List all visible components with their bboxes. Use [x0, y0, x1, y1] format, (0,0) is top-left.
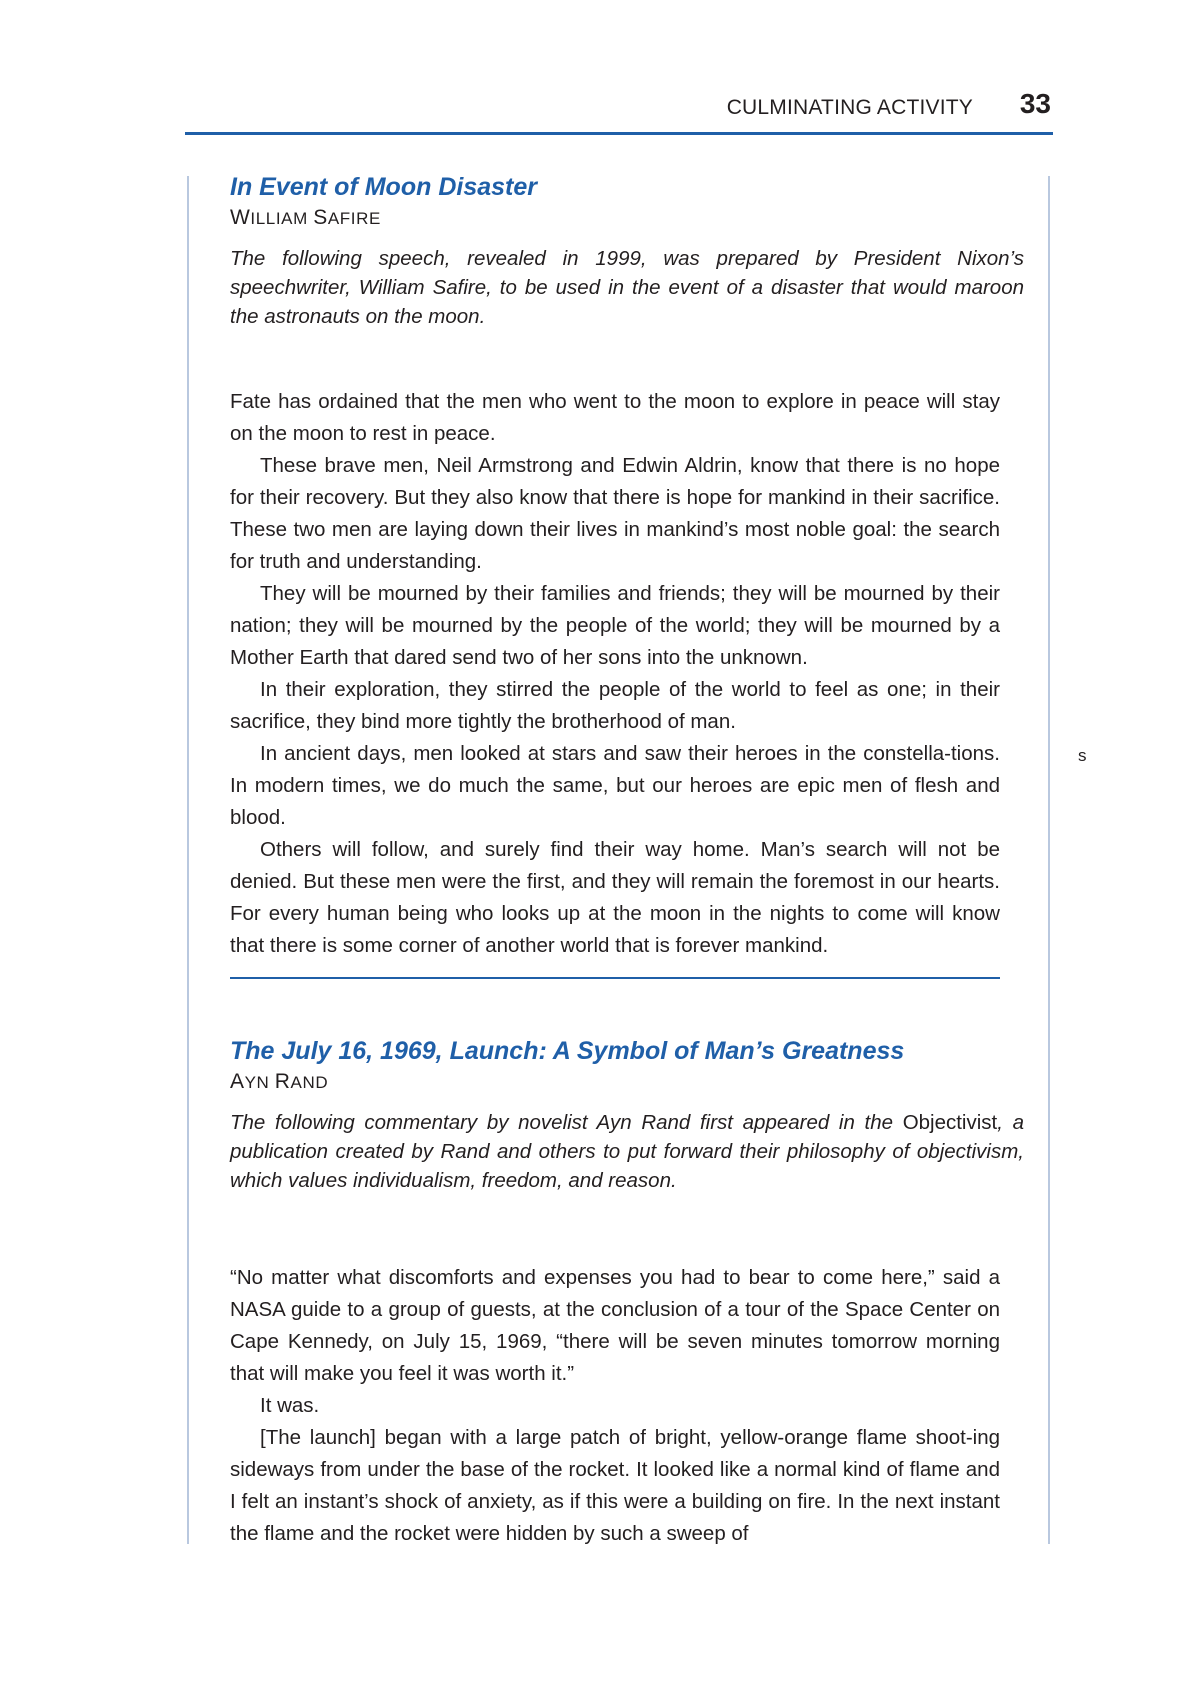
paragraph: In ancient days, men looked at stars and saw their heroes in the constella-tions. In modern times, we do much the same, but our heroes are epic men of flesh and blood.: [230, 742, 1000, 829]
left-margin-rule: [187, 176, 189, 1544]
paragraph: “No matter what discomforts and expenses you had to bear to come here,” said a NASA guide to a group of guests, at the conclusion of a tour of the Space Center on Cape Kennedy, on July 15, 1969, “there will be seven minutes tomorrow morning that will make you feel it was worth it.”: [230, 1266, 1000, 1385]
paragraph: In their exploration, they stirred the people of the world to feel as one; in their sacrifice, they bind more tightly the brotherhood of man.: [230, 678, 1000, 733]
paragraph: They will be mourned by their families and friends; they will be mourned by their nation; they will be mourned by the people of the world; they will be mourned by a Mother Earth that dared send two of her sons into the unknown.: [230, 582, 1000, 669]
paragraph: Others will follow, and surely find their way home. Man’s search will not be denied. But these men were the first, and they will remain the foremost in our hearts. For every human being who looks up at the moon in the nights to come will know that there is some corner of another world that is forever mankind.: [230, 838, 1000, 957]
margin-mark: s: [1078, 746, 1087, 765]
author-initial: R: [274, 1070, 291, 1093]
author-initial: W: [230, 206, 251, 229]
section-moon-disaster: [230, 172, 1024, 331]
running-header: CULMINATING ACTIVITY: [726, 96, 973, 119]
section-launch: [230, 1036, 1024, 1195]
publication-name: Objectivist: [902, 1111, 998, 1134]
section-title: In Event of Moon Disaster: [230, 173, 537, 201]
author-byline: [230, 207, 1024, 230]
section-title: The July 16, 1969, Launch: A Symbol of Man’s Greatness: [230, 1037, 905, 1065]
author-initial: S: [313, 206, 328, 229]
paragraph: These brave men, Neil Armstrong and Edwin Aldrin, know that there is no hope for their recovery. But they also know that there is hope for mankind in their sacrifice. These two men are laying down their lives in mankind’s most noble goal: the search for truth and understanding.: [230, 454, 1000, 573]
section-divider: [230, 977, 1000, 979]
paragraph: Fate has ordained that the men who went to the moon to explore in peace will stay on the moon to rest in peace.: [230, 390, 1000, 445]
author-name-part: ILLIAM: [250, 209, 308, 228]
commentary-body: [230, 1262, 1000, 1550]
author-byline: [230, 1071, 1024, 1094]
author-name-part: AFIRE: [327, 209, 381, 228]
speech-body: [230, 386, 1000, 962]
paragraph: It was.: [260, 1394, 320, 1417]
right-margin-rule: [1048, 176, 1050, 1544]
author-name-part: AND: [290, 1073, 329, 1092]
section-intro: The following commentary by novelist Ayn Rand first appeared in the Objectivist, a publication created by Rand and others to put forward their philosophy of objectivism, which values individualism, freedom, and reason.: [230, 1111, 1024, 1192]
author-initial: A: [230, 1070, 245, 1093]
page-number: 33: [1019, 88, 1051, 119]
author-name-part: YN: [244, 1073, 270, 1092]
section-intro: The following speech, revealed in 1999, was prepared by President Nixon’s speechwriter, William Safire, to be used in the event of a disaster that would maroon the astronauts on the moon.: [230, 247, 1024, 328]
page-header: [185, 88, 1053, 135]
paragraph: [The launch] began with a large patch of bright, yellow-orange flame shoot-ing sideways from under the base of the rocket. It looked like a normal kind of flame and I felt an instant’s shock of anxiety, as if this were a building on fire. In the next instant the flame and the rocket were hidden by such a sweep of: [230, 1426, 1000, 1545]
